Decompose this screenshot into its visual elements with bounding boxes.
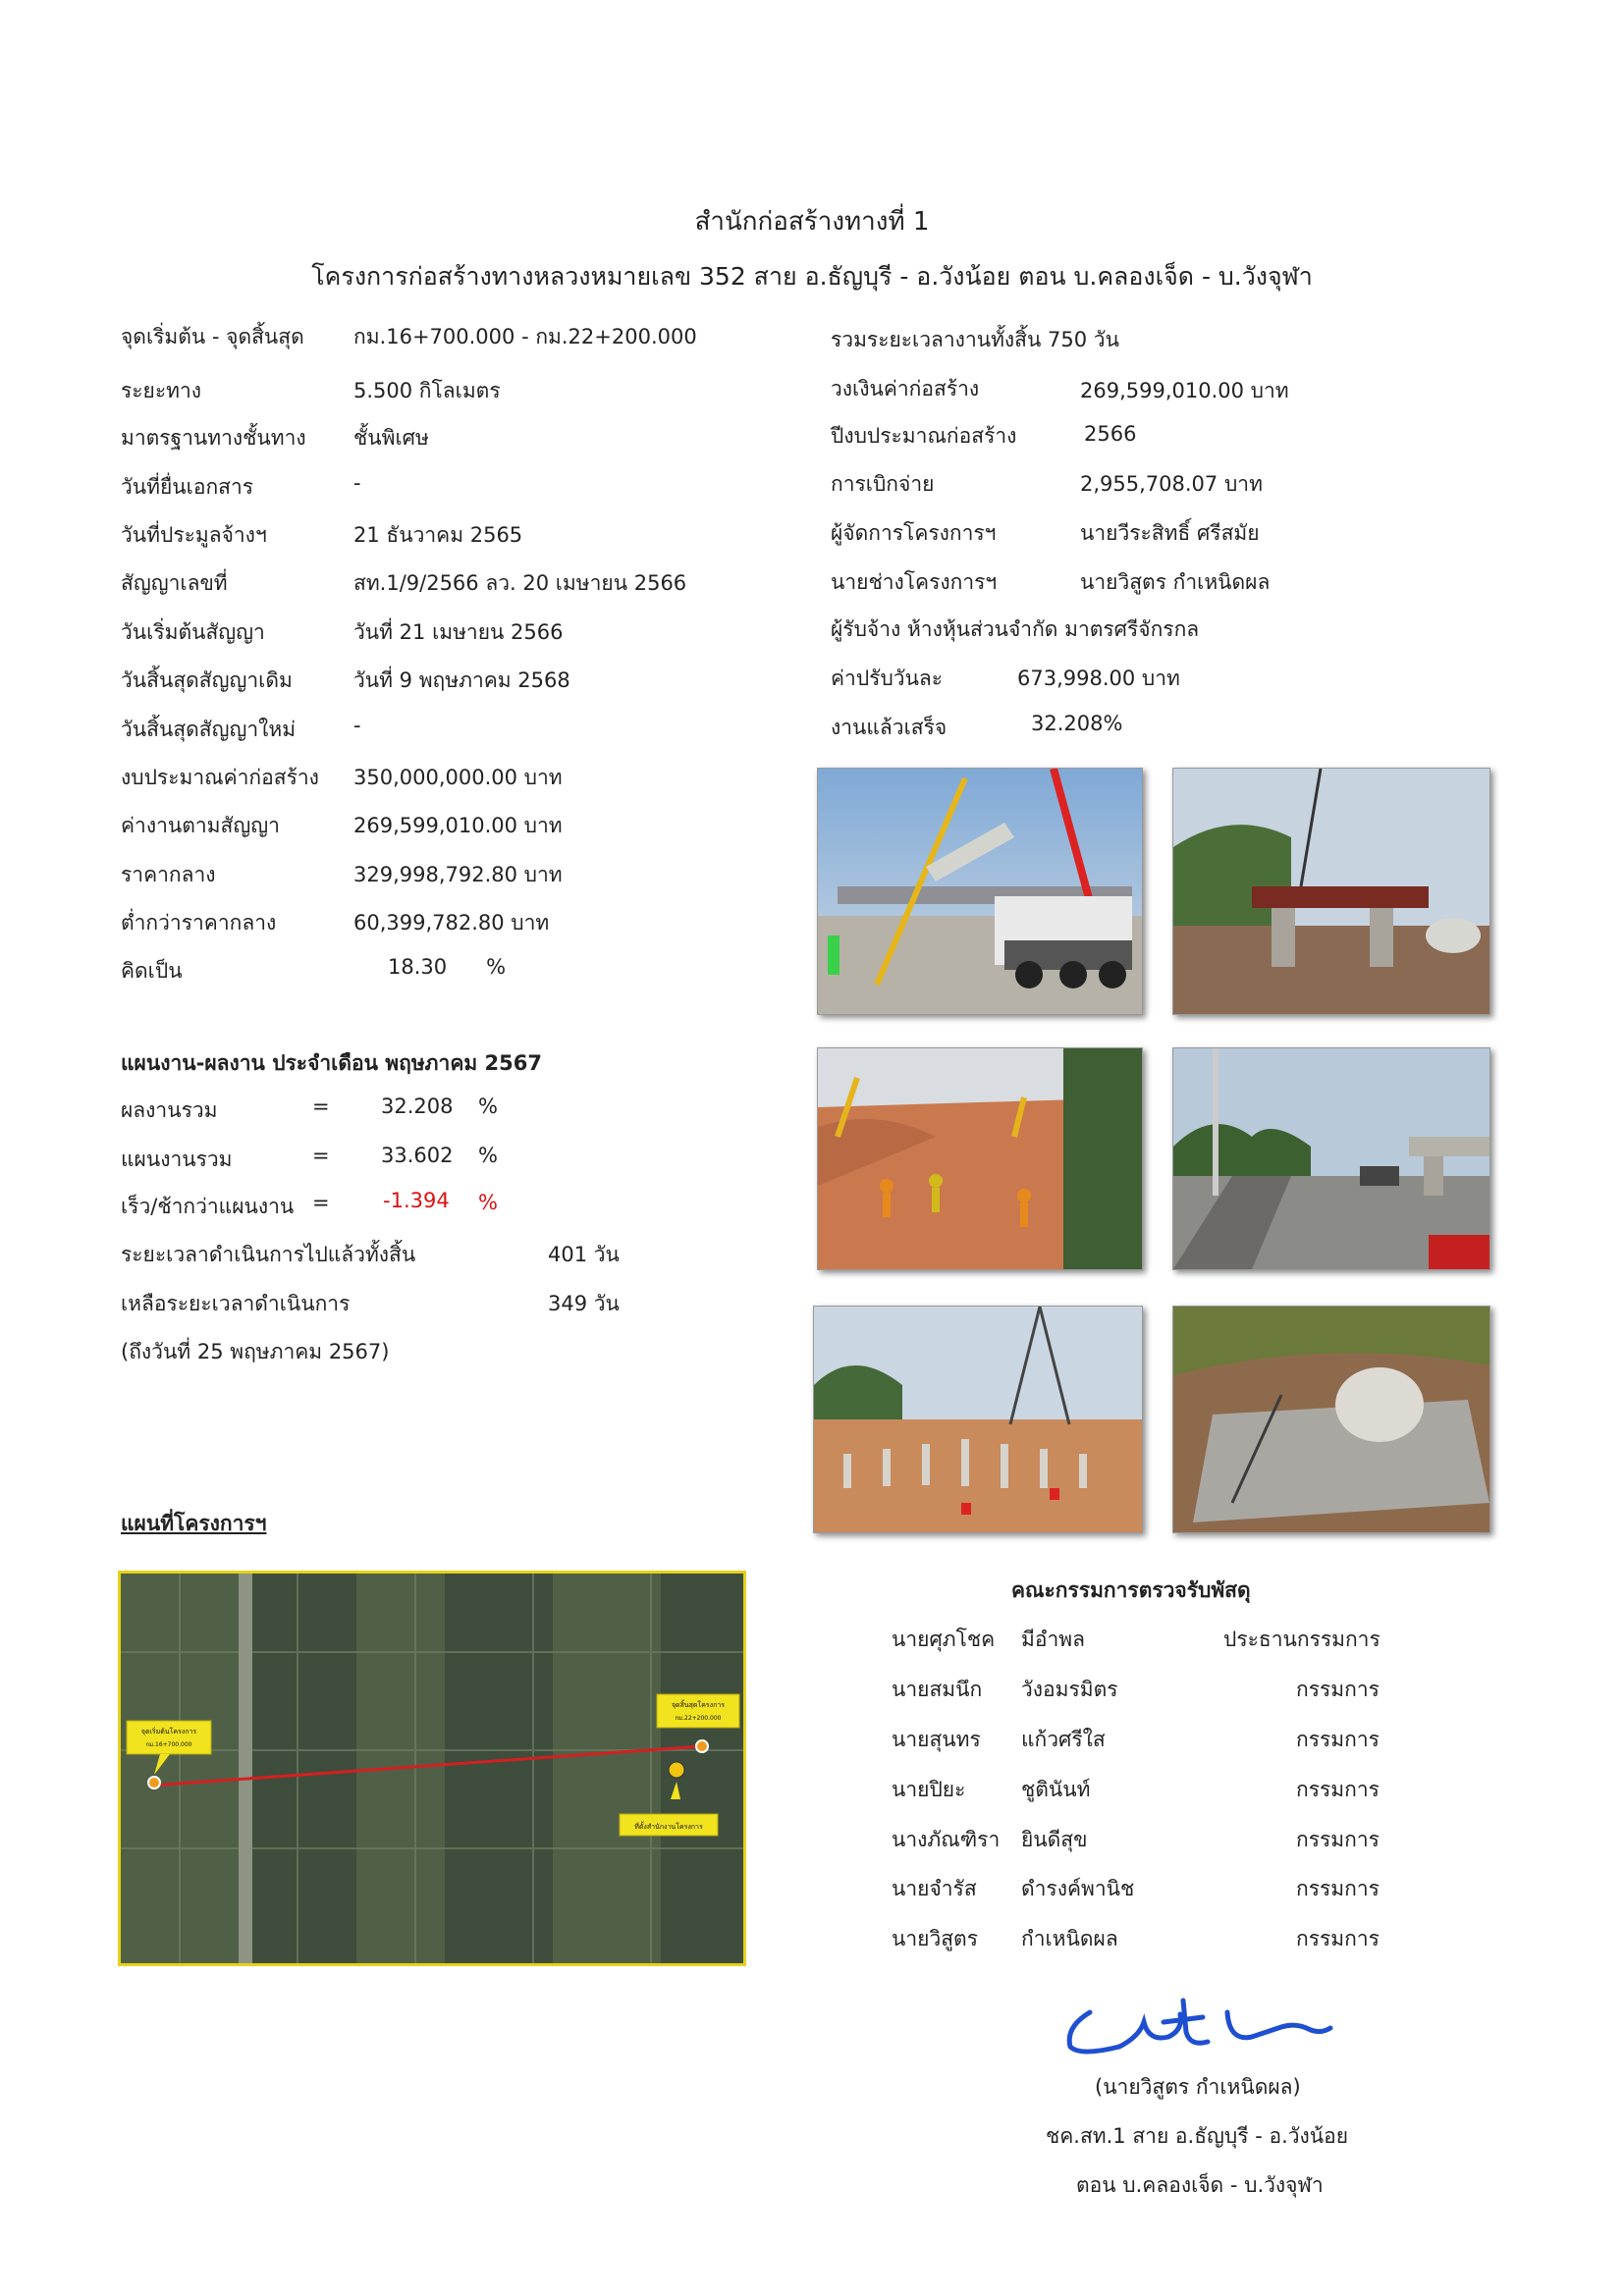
member-surname: แก้วศรีใส bbox=[1021, 1728, 1106, 1751]
signer-name: (นายวิสูตร กำเหนิดผล) bbox=[1095, 2075, 1301, 2099]
info-value: 60,399,782.80 บาท bbox=[353, 911, 550, 934]
info-label: วงเงินค่าก่อสร้าง bbox=[831, 377, 980, 400]
as-of-date: (ถึงวันที่ 25 พฤษภาคม 2567) bbox=[121, 1340, 390, 1363]
info-value: ชั้นพิเศษ bbox=[353, 426, 429, 450]
member-surname: กำเหนิดผล bbox=[1021, 1927, 1118, 1950]
end-pin-icon bbox=[696, 1740, 708, 1752]
progress-value: 32.208 bbox=[381, 1095, 454, 1118]
progress-eq: = bbox=[312, 1191, 330, 1214]
info-value: 269,599,010.00 บาท bbox=[1080, 379, 1289, 402]
info-value: วันที่ 21 เมษายน 2566 bbox=[353, 620, 564, 644]
member-title: นายปิยะ bbox=[892, 1778, 966, 1801]
info-value: 18.30 % bbox=[388, 955, 507, 979]
info-label: ค่างานตามสัญญา bbox=[121, 814, 280, 837]
progress-heading: แผนงาน-ผลงาน ประจำเดือน พฤษภาคม 2567 bbox=[121, 1051, 542, 1075]
member-title: นายศุภโชค bbox=[892, 1628, 996, 1651]
done-value: 32.208% bbox=[1031, 712, 1123, 735]
committee-heading: คณะกรรมการตรวจรับพัสดุ bbox=[1011, 1578, 1251, 1602]
start-pin-icon bbox=[148, 1777, 160, 1789]
info-label: มาตรฐานทางชั้นทาง bbox=[121, 426, 306, 450]
info-value: 269,599,010.00 บาท bbox=[353, 814, 563, 837]
member-role: กรรมการ bbox=[1296, 1678, 1380, 1701]
info-value: 5.500 กิโลเมตร bbox=[353, 379, 501, 402]
member-surname: ชูตินันท์ bbox=[1021, 1778, 1091, 1801]
info-label: วันสิ้นสุดสัญญาใหม่ bbox=[121, 718, 297, 741]
photo-bridge-pier bbox=[1172, 768, 1490, 1015]
map-start-km: กม.16+700.000 bbox=[145, 1741, 192, 1748]
project-map bbox=[118, 1571, 746, 1966]
info-label: คิดเป็น bbox=[121, 959, 183, 983]
signature-scribble bbox=[1060, 1993, 1345, 2061]
member-title: นางภัณฑิรา bbox=[892, 1828, 1001, 1851]
info-value: วันที่ 9 พฤษภาคม 2568 bbox=[353, 668, 570, 692]
map-satellite bbox=[121, 1574, 743, 1963]
progress-eq: = bbox=[312, 1144, 330, 1167]
fine-label: ค่าปรับวันละ bbox=[831, 667, 944, 690]
member-surname: ยินดีสุข bbox=[1021, 1828, 1088, 1851]
contractor: ผู้รับจ้าง ห้างหุ้นส่วนจำกัด มาตรศรีจักรกล bbox=[831, 617, 1200, 641]
photo-road-paving bbox=[1172, 1047, 1490, 1270]
member-role: กรรมการ bbox=[1296, 1778, 1380, 1801]
progress-label: แผนงานรวม bbox=[121, 1148, 233, 1171]
info-label: สัญญาเลขที่ bbox=[121, 571, 228, 595]
photo-earthwork bbox=[817, 1047, 1143, 1270]
member-role: กรรมการ bbox=[1296, 1877, 1380, 1900]
photo-road-paving-image bbox=[1173, 1048, 1489, 1269]
map-end-label: จุดสิ้นสุดโครงการ bbox=[671, 1701, 726, 1709]
photo-earthwork-image bbox=[818, 1048, 1142, 1269]
info-label: ราคากลาง bbox=[121, 863, 216, 886]
info-value: 350,000,000.00 บาท bbox=[353, 766, 563, 789]
info-label: การเบิกจ่าย bbox=[831, 472, 935, 496]
info-label: งบประมาณค่าก่อสร้าง bbox=[121, 766, 319, 789]
member-role: กรรมการ bbox=[1296, 1927, 1380, 1950]
fine-value: 673,998.00 บาท bbox=[1017, 667, 1180, 690]
photo-bridge-pier-image bbox=[1173, 769, 1489, 1014]
info-label: นายช่างโครงการฯ bbox=[831, 570, 998, 594]
photo-crane-lift-image bbox=[818, 769, 1142, 1014]
member-role: ประธานกรรมการ bbox=[1223, 1628, 1380, 1651]
info-label: ผู้จัดการโครงการฯ bbox=[831, 521, 997, 545]
elapsed-value: 401 วัน bbox=[548, 1243, 620, 1266]
signer-position-line1: ชค.สท.1 สาย อ.ธัญบุรี - อ.วังน้อย bbox=[1046, 2124, 1349, 2148]
progress-eq: = bbox=[312, 1095, 330, 1118]
info-value: 2566 bbox=[1084, 422, 1137, 446]
member-title: นายสมนึก bbox=[892, 1678, 983, 1701]
member-role: กรรมการ bbox=[1296, 1728, 1380, 1751]
office-pin-icon bbox=[669, 1762, 684, 1778]
member-surname: ดำรงค์พานิช bbox=[1021, 1877, 1135, 1900]
progress-label: เร็ว/ช้ากว่าแผนงาน bbox=[121, 1195, 295, 1218]
info-label: จุดเริ่มต้น - จุดสิ้นสุด bbox=[121, 325, 304, 348]
progress-unit: % bbox=[478, 1144, 498, 1167]
info-label: วันสิ้นสุดสัญญาเดิม bbox=[121, 668, 293, 692]
photo-piles-image bbox=[814, 1307, 1142, 1532]
info-value: 21 ธันวาคม 2565 bbox=[353, 523, 523, 547]
photo-concrete-base-image bbox=[1173, 1307, 1489, 1532]
info-label: ระยะทาง bbox=[121, 379, 202, 402]
map-office-label: ที่ตั้งสำนักงานโครงการ bbox=[634, 1823, 703, 1831]
photo-piles bbox=[813, 1306, 1143, 1533]
info-label: ปีงบประมาณก่อสร้าง bbox=[831, 424, 1017, 448]
info-label: วันเริ่มต้นสัญญา bbox=[121, 620, 265, 644]
member-role: กรรมการ bbox=[1296, 1828, 1380, 1851]
info-value: สท.1/9/2566 ลว. 20 เมษายน 2566 bbox=[353, 571, 687, 595]
info-label: วันที่ยื่นเอกสาร bbox=[121, 475, 254, 499]
map-start-label: จุดเริ่มต้นโครงการ bbox=[140, 1728, 197, 1735]
progress-value-late: -1.394 bbox=[383, 1189, 450, 1212]
member-title: นายวิสูตร bbox=[892, 1927, 978, 1950]
done-label: งานแล้วเสร็จ bbox=[831, 716, 947, 739]
info-value: นายวีระสิทธิ์ ศรีสมัย bbox=[1080, 521, 1260, 545]
map-heading: แผนที่โครงการฯ bbox=[121, 1512, 267, 1535]
progress-unit: % bbox=[478, 1095, 498, 1118]
progress-value: 33.602 bbox=[381, 1144, 454, 1167]
elapsed-label: ระยะเวลาดำเนินการไปแล้วทั้งสิ้น bbox=[121, 1243, 416, 1266]
member-surname: มีอำพล bbox=[1021, 1628, 1085, 1651]
remain-label: เหลือระยะเวลาดำเนินการ bbox=[121, 1292, 351, 1315]
progress-label: ผลงานรวม bbox=[121, 1098, 218, 1122]
info-label: วันที่ประมูลจ้างฯ bbox=[121, 523, 267, 547]
member-title: นายจำรัส bbox=[892, 1877, 977, 1900]
progress-unit: % bbox=[478, 1191, 498, 1214]
remain-value: 349 วัน bbox=[548, 1292, 620, 1315]
total-duration: รวมระยะเวลางานทั้งสิ้น 750 วัน bbox=[831, 328, 1119, 351]
info-label: ต่ำกว่าราคากลาง bbox=[121, 911, 277, 934]
office-title: สำนักก่อสร้างทางที่ 1 bbox=[694, 207, 930, 237]
map-end-km: กม.22+200.000 bbox=[675, 1715, 722, 1722]
member-surname: วังอมรมิตร bbox=[1021, 1678, 1118, 1701]
member-title: นายสุนทร bbox=[892, 1728, 981, 1751]
info-value: - bbox=[353, 714, 361, 737]
project-title: โครงการก่อสร้างทางหลวงหมายเลข 352 สาย อ.ธัญบุรี - อ.วังน้อย ตอน บ.คลองเจ็ด - บ.วังจุฬา bbox=[311, 262, 1313, 291]
info-value: 329,998,792.80 บาท bbox=[353, 863, 563, 886]
photo-crane-lift bbox=[817, 768, 1143, 1015]
photo-concrete-base bbox=[1172, 1306, 1490, 1533]
info-value: กม.16+700.000 - กม.22+200.000 bbox=[353, 325, 697, 348]
info-value: นายวิสูตร กำเหนิดผล bbox=[1080, 570, 1271, 594]
info-value: - bbox=[353, 471, 361, 495]
signer-position-line2: ตอน บ.คลองเจ็ด - บ.วังจุฬา bbox=[1076, 2173, 1324, 2197]
info-value: 2,955,708.07 บาท bbox=[1080, 472, 1263, 496]
